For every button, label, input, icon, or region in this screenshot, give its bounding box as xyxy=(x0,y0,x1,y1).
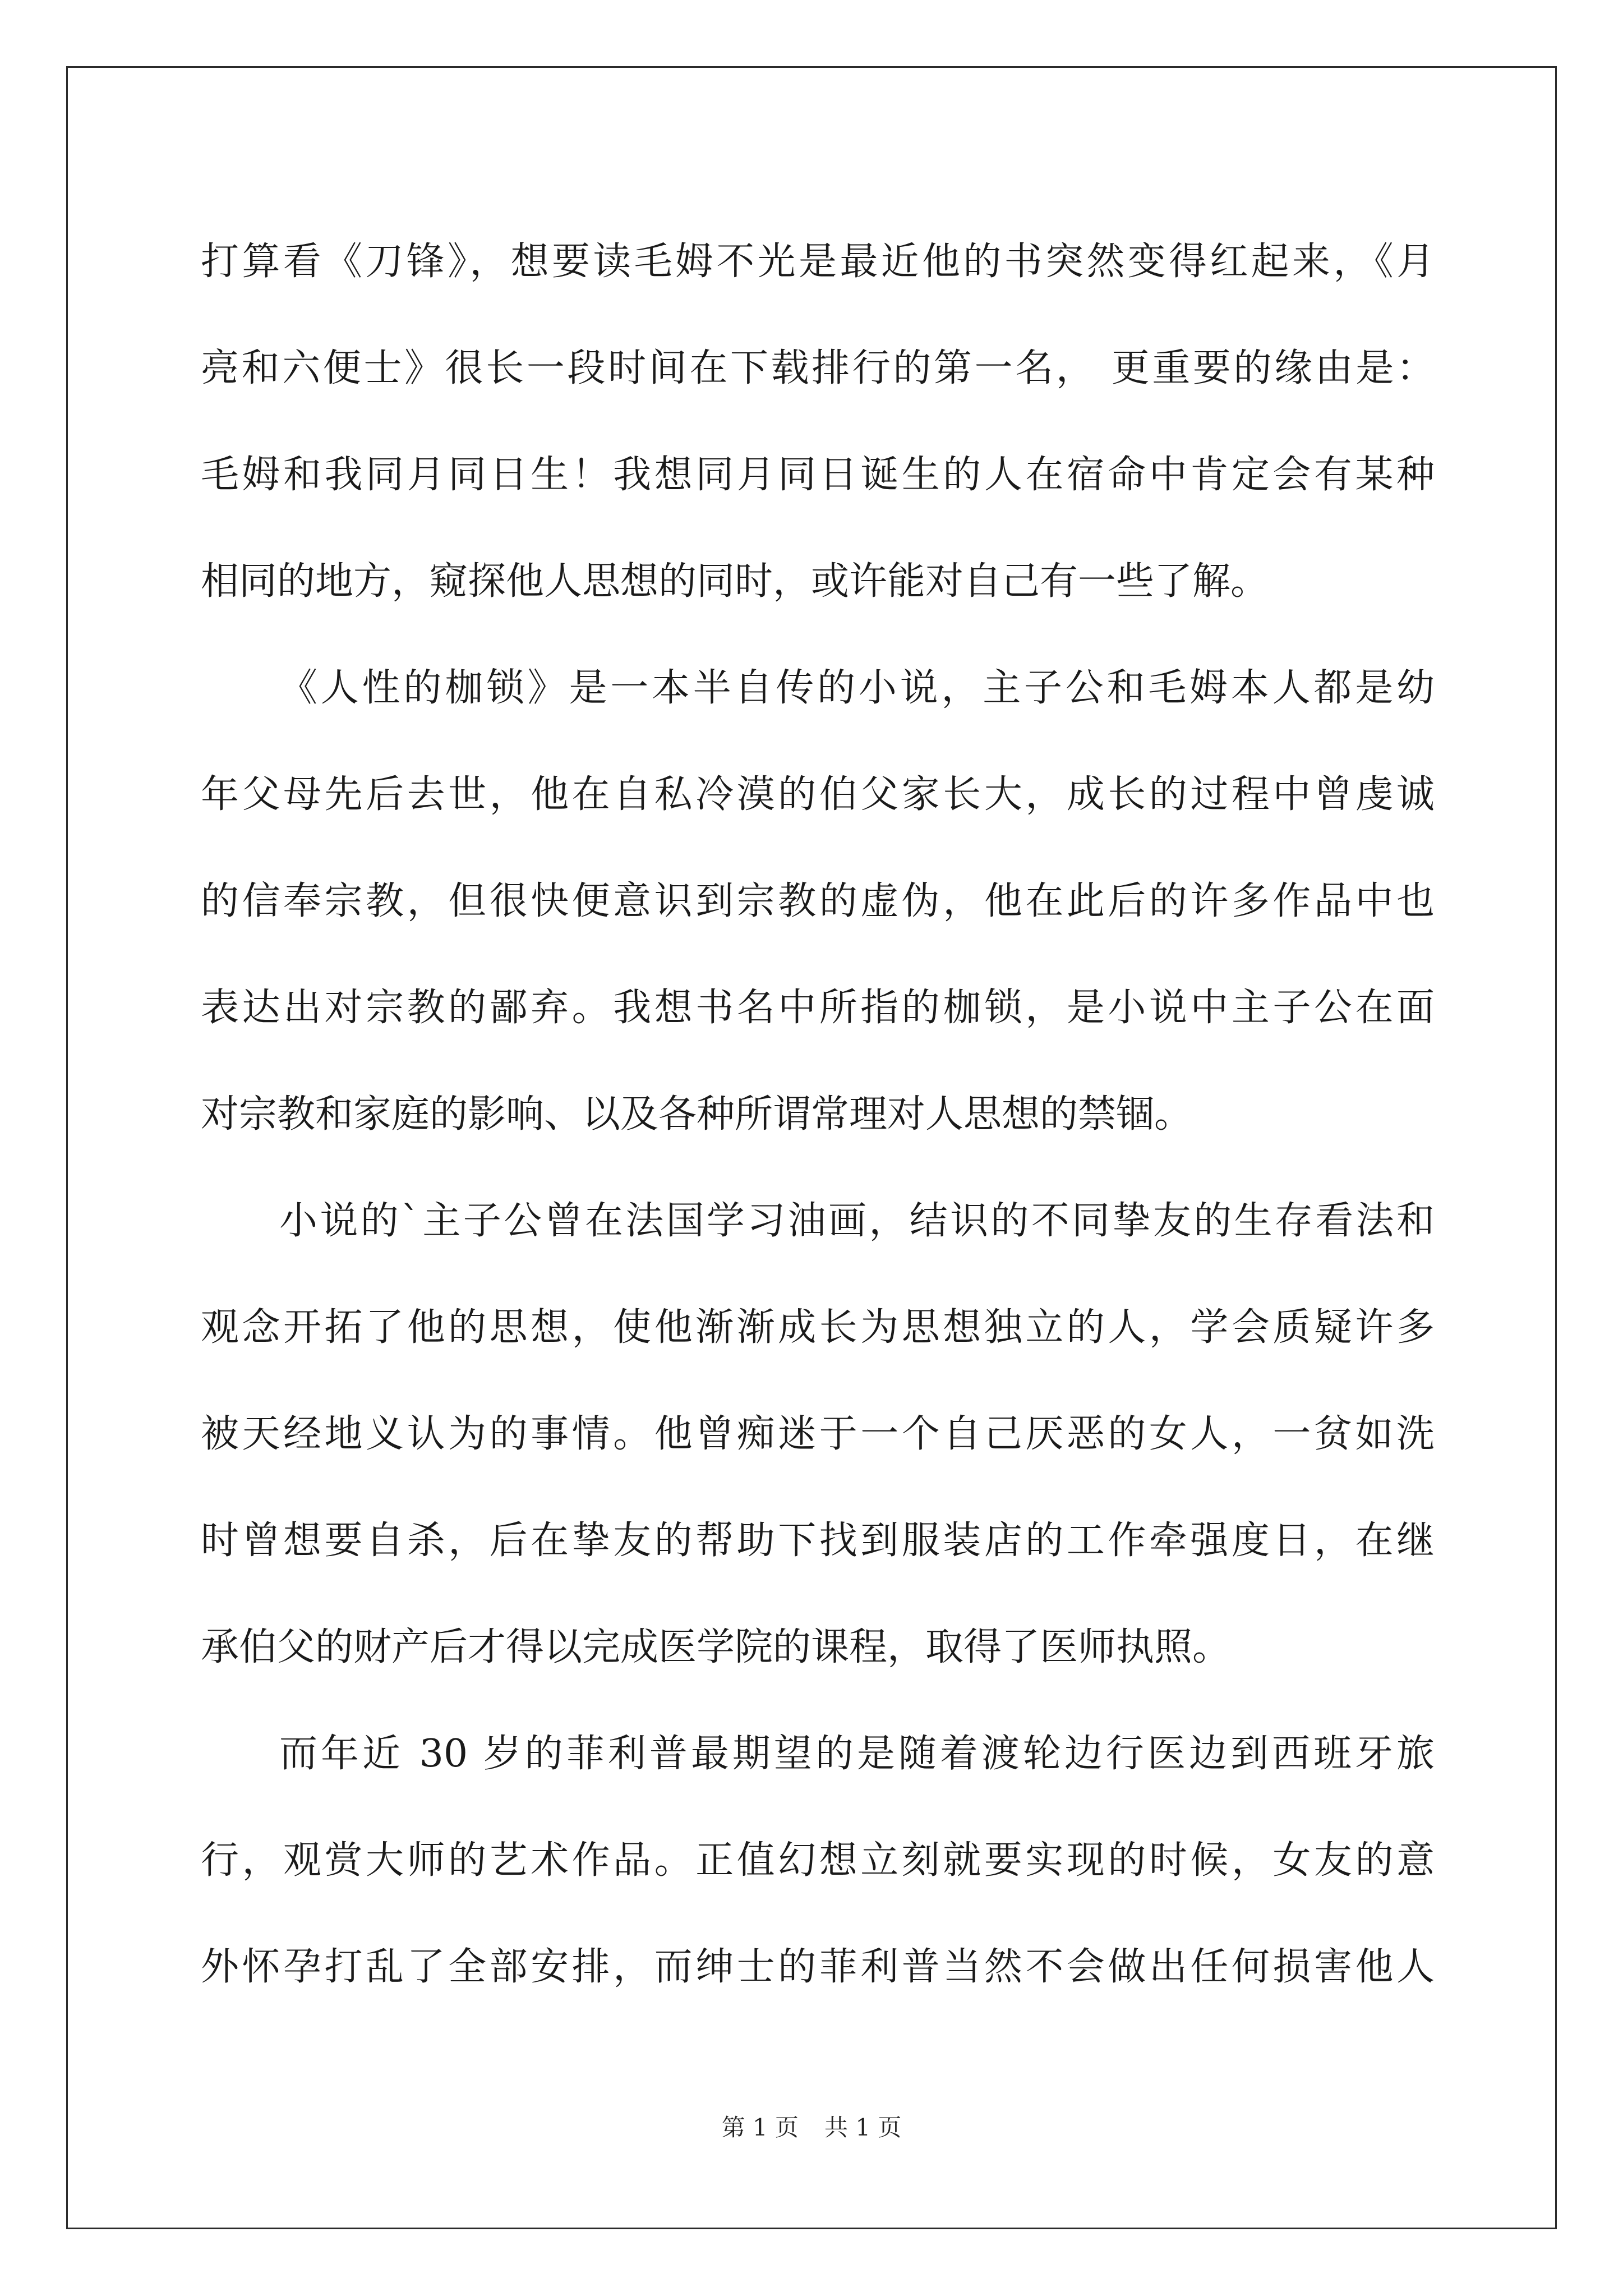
text-line-content: 时曾想要自杀，后在挚友的帮助下找到服装店的工作牵强度日，在继 xyxy=(201,1519,1435,1563)
document-body xyxy=(201,209,1435,2021)
text-line xyxy=(201,1701,1435,1807)
text-line-content: 承伯父的财产后才得以完成医学院的课程，取得了医师执照。 xyxy=(201,1625,1231,1669)
text-line-content: 毛姆和我同月同日生！我想同月同日诞生的人在宿命中肯定会有某种 xyxy=(201,453,1435,497)
page-footer xyxy=(0,2109,1623,2143)
text-line xyxy=(201,1061,1435,1168)
text-line-content: 的信奉宗教，但很快便意识到宗教的虚伪，他在此后的许多作品中也 xyxy=(201,879,1435,923)
text-line xyxy=(201,742,1435,848)
text-line xyxy=(201,1488,1435,1594)
text-line-content: 观念开拓了他的思想，使他渐渐成长为思想独立的人，学会质疑许多 xyxy=(201,1305,1435,1350)
text-line xyxy=(201,1807,1435,1914)
text-line-content: 而年近 30 岁的菲利普最期望的是随着渡轮边行医边到西班牙旅 xyxy=(279,1732,1435,1776)
text-line xyxy=(201,955,1435,1061)
text-line-content: 小说的`主子公曾在法国学习油画，结识的不同挚友的生存看法和 xyxy=(279,1199,1435,1243)
text-line-content: 相同的地方，窥探他人思想的同时，或许能对自己有一些了解。 xyxy=(201,559,1269,604)
text-line xyxy=(201,1274,1435,1381)
page-total: 共 1 页 xyxy=(824,2114,902,2141)
text-line-content: 被天经地义认为的事情。他曾痴迷于一个自己厌恶的女人，一贫如洗 xyxy=(201,1412,1435,1456)
text-line xyxy=(201,848,1435,955)
text-line-content: 对宗教和家庭的影响、以及各种所谓常理对人思想的禁锢。 xyxy=(201,1092,1193,1137)
text-line xyxy=(201,528,1435,635)
text-line-content: 外怀孕打乱了全部安排，而绅士的菲利普当然不会做出任何损害他人 xyxy=(201,1945,1435,1989)
text-line xyxy=(201,1594,1435,1701)
text-line-content: 年父母先后去世，他在自私冷漠的伯父家长大，成长的过程中曾虔诚 xyxy=(201,772,1435,817)
text-line xyxy=(201,209,1435,315)
text-line-content: 亮和六便士》很长一段时间在下载排行的第一名， 更重要的缘由是： xyxy=(201,346,1435,390)
text-line xyxy=(201,315,1435,422)
text-line xyxy=(201,1381,1435,1488)
text-line-content: 《人性的枷锁》是一本半自传的小说，主子公和毛姆本人都是幼 xyxy=(279,666,1435,710)
text-line-content: 行，观赏大师的艺术作品。正值幻想立刻就要实现的时候，女友的意 xyxy=(201,1838,1435,1883)
page-number: 第 1 页 xyxy=(721,2114,799,2141)
text-line xyxy=(201,422,1435,528)
text-line-content: 表达出对宗教的鄙弃。我想书名中所指的枷锁，是小说中主子公在面 xyxy=(201,986,1435,1030)
text-line xyxy=(201,635,1435,742)
text-line-content: 打算看《刀锋》，想要读毛姆不光是最近他的书突然变得红起来，《月 xyxy=(201,240,1435,284)
text-line xyxy=(201,1914,1435,2021)
text-line xyxy=(201,1168,1435,1274)
